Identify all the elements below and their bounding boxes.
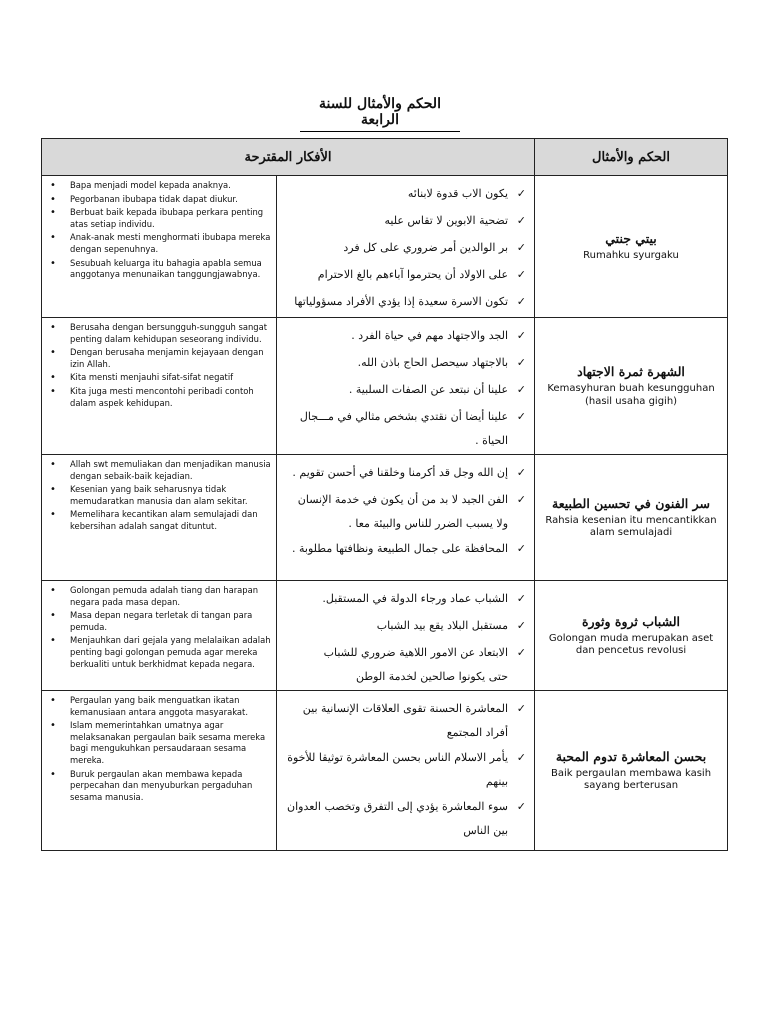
header-ideas: الأفكار المقترحة — [42, 139, 535, 176]
theme-arabic: الشباب ثروة وثورة — [582, 613, 681, 629]
notes-cell — [42, 691, 277, 851]
proverb-item: ✓ مستقبل البلاد يقع بيد الشباب — [283, 612, 526, 639]
theme-arabic: سر الفنون في تحسين الطبيعة — [552, 495, 710, 511]
proverb-item: بينهم — [485, 775, 509, 788]
table-row — [42, 318, 728, 455]
table-row — [42, 581, 728, 691]
note-item: • Kita mensti menjauhi sifat-sifat negatif — [70, 372, 272, 384]
proverb-item: ✓ المعاشرة الحسنة تقوى العلاقات الإنسانية بين — [283, 695, 526, 722]
proverbs-cell — [277, 691, 535, 851]
theme-cell — [535, 691, 728, 851]
proverbs-table — [41, 138, 728, 851]
proverb-item: ✓ يكون الاب قدوة لابنائه — [283, 180, 526, 207]
proverb-item: ولا يسبب الضرر للناس والبيئة معا . — [348, 517, 509, 530]
theme-malay: Rahsia kesenian itu mencantikkan alam semulajadi — [545, 514, 717, 538]
table-row — [42, 691, 728, 851]
note-item: • Pergaulan yang baik menguatkan ikatan kemanusiaan antara anggota masyarakat. — [70, 695, 272, 718]
proverb-item: الحياة . — [475, 434, 509, 447]
theme-cell — [535, 455, 728, 581]
note-item: • Masa depan negara terletak di tangan para pemuda. — [70, 610, 272, 633]
notes-cell — [42, 176, 277, 318]
note-item: • Islam memerintahkan umatnya agar melaksanakan pergaulan baik sesama mereka bagi mengukuhkan persaudaraan sesama mereka. — [70, 720, 272, 766]
theme-malay: Rumahku syurgaku — [583, 249, 679, 261]
proverbs-cell — [277, 455, 535, 581]
proverbs-cell — [277, 318, 535, 455]
table-row — [42, 455, 728, 581]
note-item: • Dengan berusaha menjamin kejayaan dengan izin Allah. — [70, 347, 272, 370]
proverb-item: ✓ المحافظة على جمال الطبيعة ونظافتها مطلوبة . — [283, 535, 526, 562]
proverb-item: ✓ بالاجتهاد سيحصل الحاج باذن الله. — [283, 349, 526, 376]
proverb-item: ✓ يأمر الاسلام الناس بحسن المعاشرة توثيقا للأخوة — [283, 744, 526, 771]
proverb-item: ✓ بر الوالدين أمر ضروري على كل فرد — [283, 234, 526, 261]
note-item: • Memelihara kecantikan alam semulajadi dan kebersihan adalah sangat dituntut. — [70, 509, 272, 532]
proverb-item: أفراد المجتمع — [446, 726, 509, 739]
proverb-item: ✓ علينا أيضا أن نقتدي بشخص مثالي في مـــجال — [283, 403, 526, 430]
theme-arabic: بحسن المعاشرة تدوم المحبة — [555, 748, 707, 764]
proverb-item: ✓ تكون الاسرة سعيدة إذا يؤدي الأفراد مسؤولياتها — [283, 288, 526, 315]
table-row — [42, 176, 728, 318]
note-item: • Anak-anak mesti menghormati ibubapa mereka dengan sepenuhnya. — [70, 232, 272, 255]
notes-cell — [42, 318, 277, 455]
proverb-item: ✓ على الاولاد أن يحترموا آباءهم بالغ الاحترام — [283, 261, 526, 288]
proverb-item: بين الناس — [463, 824, 509, 837]
proverbs-cell — [277, 581, 535, 691]
theme-malay: Golongan muda merupakan aset dan pencetus revolusi — [548, 632, 714, 656]
proverb-item: ✓ سوء المعاشرة يؤدي إلى التفرق وتخصب العدوان — [283, 793, 526, 820]
note-item: • Kesenian yang baik seharusnya tidak memudaratkan manusia dan alam sekitar. — [70, 484, 272, 507]
note-item: • Allah swt memuliakan dan menjadikan manusia dengan sebaik-baik kejadian. — [70, 459, 272, 482]
note-item: • Bapa menjadi model kepada anaknya. — [70, 180, 272, 192]
note-item: • Berbuat baik kepada ibubapa perkara penting atas setiap individu. — [70, 207, 272, 230]
proverb-item: ✓ إن الله وجل قد أكرمنا وخلقنا في أحسن تقويم . — [283, 459, 526, 486]
proverb-item: ✓ الشباب عماد ورجاء الدولة في المستقبل. — [283, 585, 526, 612]
proverb-item: ✓ تضحية الابوين لا تقاس عليه — [283, 207, 526, 234]
proverb-item: ✓ الفن الجيد لا بد من أن يكون في خدمة الإنسان — [283, 486, 526, 513]
theme-cell — [535, 318, 728, 455]
note-item: • Kita juga mesti mencontohi peribadi contoh dalam aspek kehidupan. — [70, 386, 272, 409]
note-item: • Buruk pergaulan akan membawa kepada perpecahan dan menyuburkan pergaduhan sesama manusia. — [70, 769, 272, 804]
page-title: الحكم والأمثال للسنة الرابعة — [300, 96, 460, 132]
table-header-row — [42, 139, 728, 176]
proverb-item: ✓ الابتعاد عن الامور اللاهية ضروري للشباب — [283, 639, 526, 666]
note-item: • Pegorbanan ibubapa tidak dapat diukur. — [70, 194, 272, 206]
theme-cell — [535, 176, 728, 318]
notes-cell — [42, 455, 277, 581]
theme-arabic: الشهرة ثمرة الاجتهاد — [577, 364, 685, 379]
header-proverbs: الحكم والأمثال — [535, 139, 728, 176]
note-item: • Menjauhkan dari gejala yang melalaikan adalah penting bagi golongan pemuda agar mereka berkualiti untuk berkhidmat kepada negara. — [70, 635, 272, 670]
note-item: • Sesubuah keluarga itu bahagia apabla semua anggotanya menunaikan tanggungjawabnya. — [70, 258, 272, 281]
theme-malay: Baik pergaulan membawa kasih sayang berterusan — [550, 767, 712, 791]
proverbs-cell — [277, 176, 535, 318]
notes-cell — [42, 581, 277, 691]
theme-malay: Kemasyhuran buah kesungguhan (hasil usaha gigih) — [547, 383, 715, 407]
note-item: • Golongan pemuda adalah tiang dan harapan negara pada masa depan. — [70, 585, 272, 608]
proverb-item: ✓ علينا أن نبتعد عن الصفات السلبية . — [283, 376, 526, 403]
theme-cell — [535, 581, 728, 691]
proverb-item: ✓ الجد والاجتهاد مهم في حياة الفرد . — [283, 322, 526, 349]
proverb-item: حتى يكونوا صالحين لخدمة الوطن — [356, 670, 509, 683]
note-item: • Berusaha dengan bersungguh-sungguh sangat penting dalam kehidupan seseorang individu. — [70, 322, 272, 345]
theme-arabic: بيتي جنتي — [605, 230, 657, 246]
